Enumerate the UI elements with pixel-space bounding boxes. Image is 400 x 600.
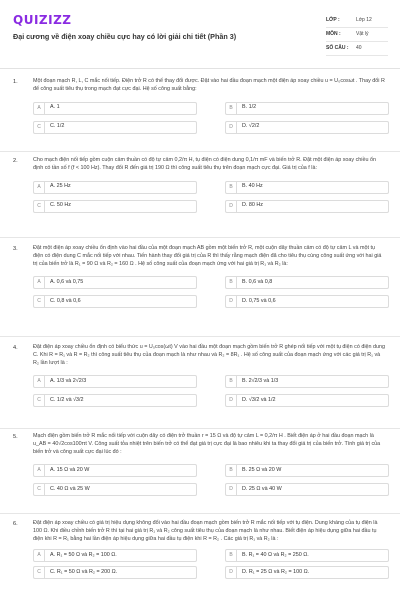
option-text: B. 0,6 và 0,8 — [242, 279, 273, 286]
option-letter: D — [226, 395, 237, 406]
option-letter: A — [34, 376, 45, 387]
option-text: A. R₁ = 50 Ω và R₂ = 100 Ω. — [50, 552, 117, 559]
option-text: B. 25 Ω và 20 W — [242, 467, 282, 474]
question-text: Cho mạch điện nối tiếp gồm cuộn cảm thuần có độ tự cảm 0,2/π H, tụ điện có điện dung 0,1/π mF và biến trở R. Đặt một điện áp xoay chiều ổn định có tần số f (f < 100 Hz). Thay đổi R đến giá trị 190 Ω thì công suất tiêu thụ trên đoạn mạch cực đại. Giá trị của f là: — [33, 157, 376, 171]
question-divider — [0, 336, 400, 337]
question-number: 2. — [13, 158, 18, 164]
option-letter: B — [226, 550, 237, 561]
option-text: C. 1/2 — [50, 123, 65, 130]
option-letter: A — [34, 465, 45, 476]
option-letter: A — [34, 550, 45, 561]
meta-value: Vật lý — [356, 30, 369, 37]
option-letter: B — [226, 103, 237, 114]
meta-row-subject — [326, 28, 388, 42]
option-letter: D — [226, 567, 237, 578]
option-letter: D — [226, 201, 237, 212]
question-divider — [0, 513, 400, 514]
option-a[interactable] — [33, 181, 197, 194]
option-letter: C — [34, 395, 45, 406]
option-text: A. 15 Ω và 20 W — [50, 467, 90, 474]
question-divider — [0, 151, 400, 152]
option-text: A. 1/3 và 2√2/3 — [50, 378, 87, 385]
option-c[interactable] — [33, 295, 197, 308]
options — [33, 464, 385, 496]
option-d[interactable] — [225, 121, 389, 134]
question-number: 1. — [13, 79, 18, 85]
option-letter: C — [34, 201, 45, 212]
question-number: 4. — [13, 345, 18, 351]
options — [33, 375, 385, 407]
options — [33, 181, 385, 213]
question-text: Mạch điện gồm biến trở R mắc nối tiếp với cuộn dây có điện trở thuần r = 15 Ω và độ tự cảm L = 0,2/π H . Biết điện áp ở hai đầu đoạn mạch là u_AB = 40√2cos100πt V. Công suất tỏa nhiệt trên biến trở có thể đạt giá trị cực đại là bao nhiêu khi ta thay đổi giá trị của biến trở. Tính giá trị của biến trở và công suất cực đại lúc đó : — [33, 433, 381, 455]
option-text: D. 80 Hz — [242, 202, 263, 209]
option-letter: C — [34, 296, 45, 307]
option-letter: B — [226, 376, 237, 387]
option-b[interactable] — [225, 181, 389, 194]
option-text: C. 50 Hz — [50, 202, 71, 209]
option-c[interactable] — [33, 200, 197, 213]
option-a[interactable] — [33, 549, 197, 562]
option-letter: C — [34, 567, 45, 578]
question-1 — [13, 78, 389, 134]
option-text: C. 0,8 và 0,6 — [50, 298, 81, 305]
options — [33, 549, 385, 577]
option-c[interactable] — [33, 566, 197, 579]
option-b[interactable] — [225, 276, 389, 289]
option-letter: C — [34, 484, 45, 495]
option-b[interactable] — [225, 549, 389, 562]
question-text: Đặt điện áp xoay chiều ổn định có biểu thức u = U₀cos(ωt) V vào hai đầu một đoạn mạch gồm biến trở R ghép nối tiếp với một tụ điện có điện dung C. Khi R = R₁ và R = R₂ thì công suất tiêu thụ của đoạn mạch là như nhau và R₂ = 8R₁ . Hệ số công suất của đoạn mạch ứng với các giá trị R₁ và R₂ lần lượt là : — [33, 344, 385, 366]
meta-row-class — [326, 14, 388, 28]
option-text: C. 40 Ω và 25 W — [50, 486, 90, 493]
question-text: Đặt điện áp xoay chiều có giá trị hiệu dụng không đổi vào hai đầu đoạn mạch gồm biến trở R mắc nối tiếp với tụ điện. Dung kháng của tụ điện là 100 Ω. Khi điều chỉnh biến trở R thì tại hai giá trị R₁ và R₂ công suất tiêu thụ của đoạn mạch là như nhau. Biết điện áp hiệu dụng giữa hai đầu tụ điện khi R = R₁ bằng hai lần điện áp hiệu dụng giữa hai đầu tụ điện khi R = R₂ . Các giá trị R₁ và R₂ là : — [33, 520, 378, 542]
question-6 — [13, 520, 389, 577]
option-c[interactable] — [33, 483, 197, 496]
question-2 — [13, 157, 389, 213]
option-a[interactable] — [33, 375, 197, 388]
meta-key: LỚP : — [326, 16, 340, 23]
option-b[interactable] — [225, 375, 389, 388]
meta-key: MÔN : — [326, 30, 341, 37]
option-letter: D — [226, 122, 237, 133]
option-text: D. √3/2 và 1/2 — [242, 397, 276, 404]
question-divider — [0, 237, 400, 238]
option-d[interactable] — [225, 483, 389, 496]
option-text: B. 40 Hz — [242, 183, 263, 190]
page-title: Đại cương về điện xoay chiều cực hay có lời giải chi tiết (Phần 3) — [13, 32, 237, 41]
meta-value: Lớp 12 — [356, 16, 372, 23]
option-text: D. 0,75 và 0,6 — [242, 298, 276, 305]
question-divider — [0, 428, 400, 429]
option-text: A. 0,6 và 0,75 — [50, 279, 84, 286]
option-text: D. √2/2 — [242, 123, 260, 130]
option-letter: B — [226, 465, 237, 476]
option-text: C. 1/2 và √3/2 — [50, 397, 84, 404]
quizizz-logo: QUIZIZZ — [13, 13, 72, 27]
option-d[interactable] — [225, 200, 389, 213]
option-d[interactable] — [225, 394, 389, 407]
option-text: B. R₁ = 40 Ω và R₂ = 250 Ω. — [242, 552, 309, 559]
option-text: B. 2√2/3 và 1/3 — [242, 378, 279, 385]
option-text: D. R₁ = 25 Ω và R₂ = 100 Ω. — [242, 569, 310, 576]
options — [33, 102, 385, 134]
option-c[interactable] — [33, 394, 197, 407]
option-text: A. 25 Hz — [50, 183, 71, 190]
option-text: B. 1/2 — [242, 104, 257, 111]
option-letter: B — [226, 182, 237, 193]
option-letter: B — [226, 277, 237, 288]
option-text: D. 25 Ω và 40 W — [242, 486, 282, 493]
question-number: 3. — [13, 246, 18, 252]
option-d[interactable] — [225, 566, 389, 579]
option-letter: A — [34, 103, 45, 114]
option-a[interactable] — [33, 464, 197, 477]
question-5 — [13, 433, 389, 496]
option-text: C. R₁ = 50 Ω và R₂ = 200 Ω. — [50, 569, 118, 576]
meta-value: 40 — [356, 44, 362, 51]
option-a[interactable] — [33, 102, 197, 115]
option-b[interactable] — [225, 464, 389, 477]
meta-panel — [326, 14, 388, 56]
option-letter: D — [226, 296, 237, 307]
option-c[interactable] — [33, 121, 197, 134]
option-d[interactable] — [225, 295, 389, 308]
question-text: Đặt một điện áp xoay chiều ổn định vào hai đầu của một đoạn mạch AB gồm một biến trở R, một cuộn dây thuần cảm có độ tự cảm L và một tụ điện có điện dung C mắc nối tiếp với nhau. Tiến hành thay đổi giá trị của R thì thấy rằng mạch điện đã cho tiêu thụ cùng công suất ứng với hai giá trị của biến trở là R₁ = 90 Ω và R₂ = 160 Ω . Hệ số công suất của đoạn mạch ứng với hai giá trị R₁ và R₂ là: — [33, 245, 382, 267]
options — [33, 276, 385, 308]
meta-row-count — [326, 42, 388, 56]
question-3 — [13, 245, 389, 308]
meta-key: SỐ CÂU : — [326, 44, 349, 51]
question-text: Một đoạn mạch R, L, C mắc nối tiếp. Điện trở R có thể thay đổi được. Đặt vào hai đầu đoạn mạch một điện áp xoay chiều u = U₀cosωt . Thay đổi R để công suất tiêu thụ trong mạch đạt cực đại. Hệ số công suất bằng: — [33, 78, 385, 92]
question-4 — [13, 344, 389, 407]
option-letter: C — [34, 122, 45, 133]
option-letter: A — [34, 182, 45, 193]
option-b[interactable] — [225, 102, 389, 115]
question-number: 6. — [13, 521, 18, 527]
header — [0, 0, 400, 66]
option-a[interactable] — [33, 276, 197, 289]
question-number: 5. — [13, 434, 18, 440]
header-divider — [0, 68, 400, 69]
option-text: A. 1 — [50, 104, 60, 111]
option-letter: D — [226, 484, 237, 495]
option-letter: A — [34, 277, 45, 288]
